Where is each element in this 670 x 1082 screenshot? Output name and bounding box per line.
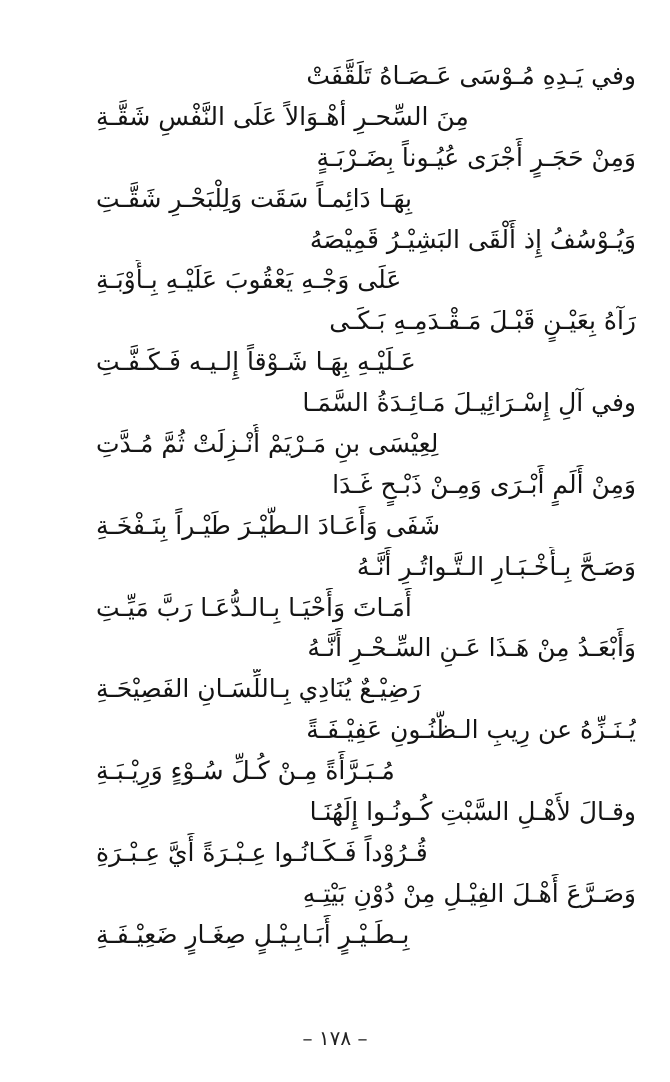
verse-line: وَصَـحَّ بِـأَخْـبَـارِ الـتَّـواتُـرِ أَنَّـهُ (356, 551, 636, 581)
verse-line: عَلَى وَجْـهِ يَعْقُوبَ عَلَيْـهِ بِـأَوْبَـةِ (96, 265, 402, 295)
verse-line: وَأَبْعَـدُ مِنْ هَـذَا عَـنِ السِّـحْـرِ أَنَّـهُ (307, 633, 636, 663)
verse-line: بِهَـا دَائِمـاً سَقَت وَلِلْبَحْـرِ شَقَّـتِ (96, 183, 413, 213)
verse-line: وفي آلِ إِسْـرَائِيـلَ مَـائِـدَةُ السَّمَـا (302, 388, 636, 418)
verse-line: وَصَـرَّعَ أَهْـلَ الفِيْـلِ مِنْ دُوْنِ بَيْتِـهِ (302, 878, 636, 908)
verse-line: يُـنَـزِّهُ عن رِيبِ الـظُّنُـونِ عَفِيْـفَـةً (306, 715, 636, 745)
verse-line: عَـلَيْـهِ بِهَـا شَـوْقاً إِلـيـه فَـكَـفَّـتِ (96, 347, 416, 377)
page-number: – ١٧٨ – (302, 1026, 368, 1050)
verse-line: وقـالَ لأَهْـلِ السَّبْتِ كُـونُـوا إِلَهُنَـا (309, 797, 636, 827)
verse-line: مُـبَـرَّأَةً مِـنْ كُـلِّ سُـوْءٍ وَرِيْـبَـةِ (96, 756, 395, 786)
verse-line: بِـطَـيْـرٍ أَبَـابِـيْـلٍ صِغَـارٍ ضَعِيْـفَـةِ (96, 919, 410, 949)
verse-line: قُـرُوْداً فَـكَـانُـوا عِـبْـرَةً أَيَّ عِـبْـرَةِ (96, 837, 428, 867)
verse-line: وَمِنْ حَجَـرٍ أَجْرَى عُيُـوناً بِضَـرْبَـةٍ (316, 142, 636, 172)
verse-line: وفي يَـدِهِ مُـوْسَى عَـصَـاهُ تَلَقَّفَتْ (306, 61, 636, 90)
verse-line: شَفَى وَأَعَـادَ الـطَّيْـرَ طَيْـراً بِنَـفْخَـةِ (96, 510, 441, 540)
verse-line: وَمِنْ أَلَمٍ أَبْـرَى وَمِـنْ ذَبْـحٍ غَـدَا (332, 469, 636, 499)
verse-line: وَيُـوْسُفُ إِذ أَلْقَى البَشِيْـرُ قَمِيْصَهُ (309, 224, 636, 254)
verse-line: أَمَـاتَ وَأَحْيَـا بِـالـدُّعَـا رَبَّ مَيِّـتِ (96, 592, 412, 622)
poem-verses (96, 56, 636, 956)
verse-line: لِعِيْسَى بنِ مَـرْيَمْ أُنْـزِلَتْ ثُمَّ مُـدَّتِ (96, 429, 439, 459)
verse-line: رَضِيْـعٌ يُنَادِي بِـاللِّسَـانِ الفَصِيْحَـةِ (96, 674, 421, 704)
verse-line: رَآهُ بِعَيْـنٍ قَبْـلَ مَـقْـدَمِـهِ بَـكَـى (329, 306, 636, 336)
verse-line: مِنَ السِّحـرِ أهْـوَالاً عَلَى النَّفْسِ شَقَّـةِ (96, 101, 469, 131)
